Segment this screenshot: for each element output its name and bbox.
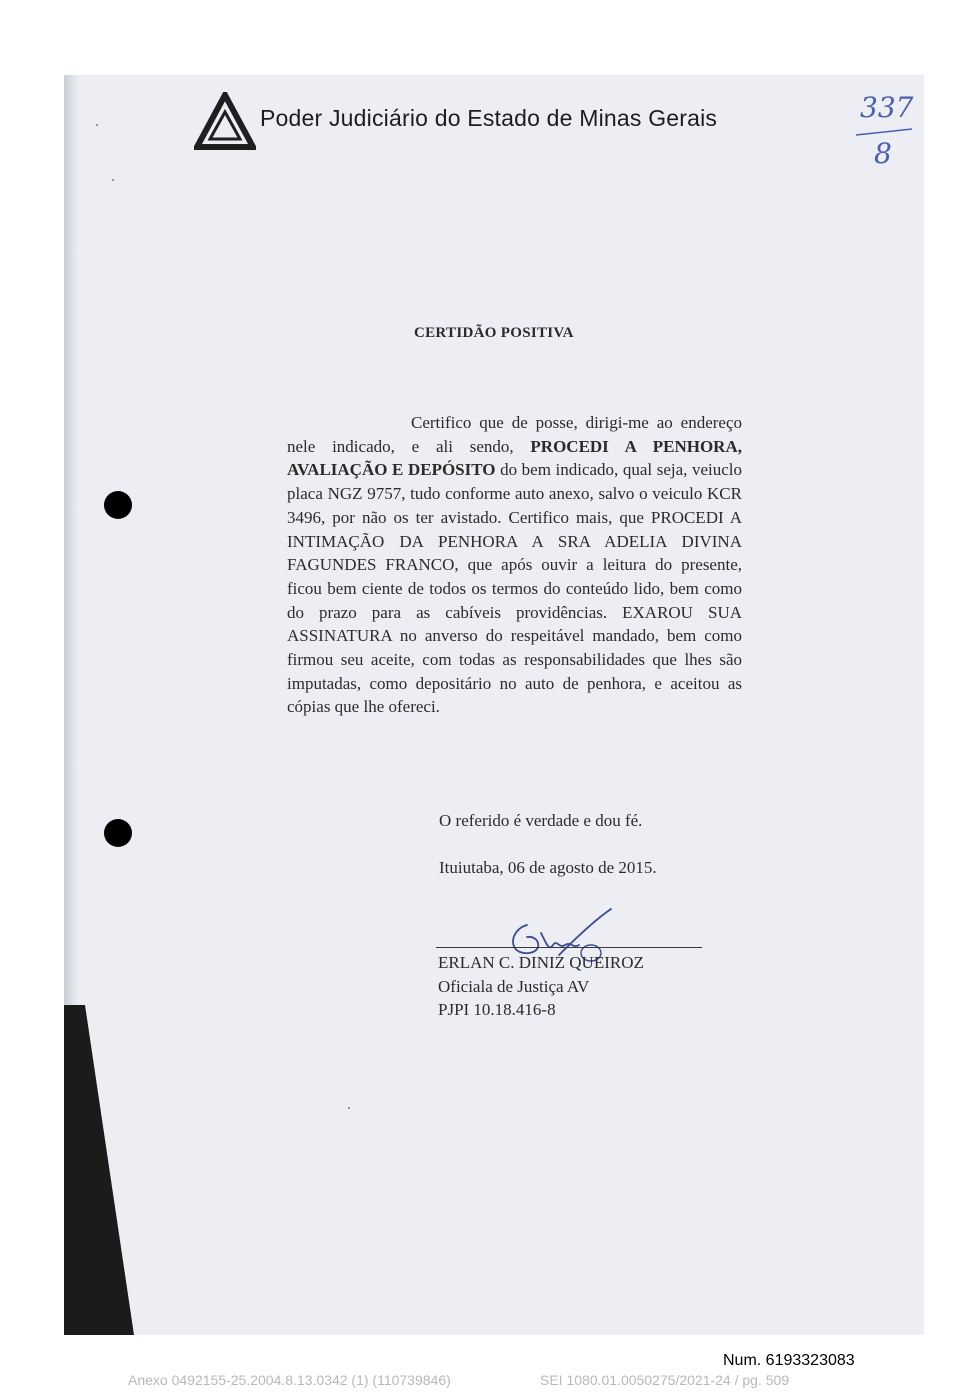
handwritten-page-number xyxy=(854,87,924,187)
signer-id: PJPI 10.18.416-8 xyxy=(438,1000,556,1019)
paper-speck xyxy=(348,1107,350,1109)
annex-reference: Anexo 0492155-25.2004.8.13.0342 (1) (110739846) xyxy=(128,1372,451,1388)
certificate-body xyxy=(287,411,742,719)
certificate-paragraph xyxy=(287,411,742,719)
signer-name: ERLAN C. DINIZ QUEIROZ xyxy=(438,953,644,972)
punch-hole-top xyxy=(104,491,132,519)
signer-block xyxy=(438,951,644,1022)
footer-reference xyxy=(128,1372,828,1388)
folded-corner-shadow xyxy=(64,1005,134,1335)
place-and-date: Ituiutaba, 06 de agosto de 2015. xyxy=(439,858,657,877)
closing-statement: O referido é verdade e dou fé. xyxy=(439,811,643,830)
body-part-3: do bem indicado, qual seja, veiuclo placa NGZ 9757, tudo conforme auto anexo, salvo o veiculo KCR 3496, por não os ter avistado. Certifico mais, que PROCEDI A INTIMAÇÃO DA PENHORA A SRA ADELIA DIVINA FAGUNDES FRANCO, que após ouvir a leitura do presente, ficou bem ciente de todos os termos do conteúdo lido, bem como do prazo para as cabíveis providências. EXAROU SUA ASSINATURA no anverso do respeitável mandado, bem como firmou seu aceite, com todas as responsabilidades que lhes são imputadas, como depositário no auto de penhora, e aceitou as cópias que lhe ofereci. xyxy=(287,460,742,717)
tjmg-triangle-logo xyxy=(194,92,256,150)
institution-name: Poder Judiciário do Estado de Minas Gerais xyxy=(260,105,718,131)
signature-line xyxy=(436,947,702,948)
page-number-top: 337 xyxy=(860,91,914,124)
page-number-bottom: 8 xyxy=(874,137,892,170)
punch-hole-bottom xyxy=(104,819,132,847)
paper-speck xyxy=(96,124,98,126)
document-number: Num. 6193323083 xyxy=(723,1352,855,1369)
paper-speck xyxy=(112,179,114,181)
document-title: CERTIDÃO POSITIVA xyxy=(414,325,574,341)
sei-reference: SEI 1080.01.0050275/2021-24 / pg. 509 xyxy=(540,1372,790,1388)
body-part-2-bold: PROCEDI A PENHORA, AVALIAÇÃO E DEPÓSITO xyxy=(287,436,742,480)
body-part-1: Certifico que de posse, dirigi-me ao endereço nele indicado, e ali sendo, xyxy=(287,413,742,456)
signer-role: Oficiala de Justiça AV xyxy=(438,976,590,996)
scanned-page xyxy=(64,75,924,1335)
